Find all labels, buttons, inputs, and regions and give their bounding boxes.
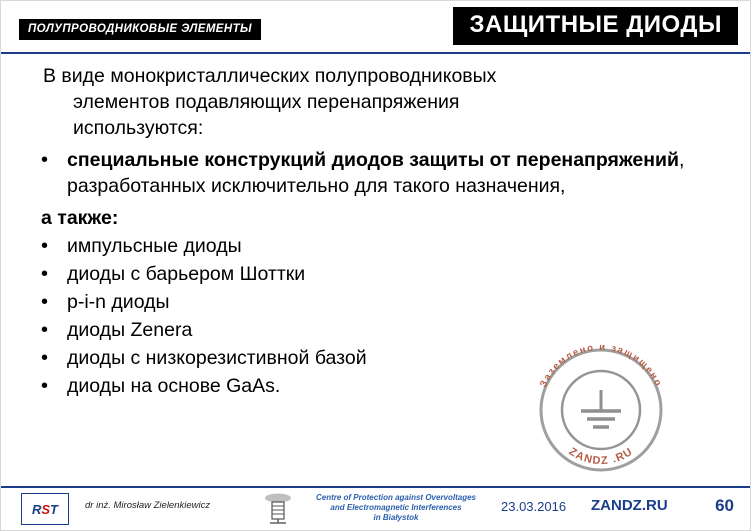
main-bullet-rest: , разработанных исключительно для такого назначения,	[67, 149, 685, 197]
stamp-graphic	[525, 334, 677, 486]
stamp-arc-text: Заземлено и защищено	[537, 341, 665, 390]
footer-date: 23.03.2016	[501, 499, 567, 514]
page-number: 60	[715, 496, 734, 515]
center-line-1: Centre of Protection against Overvoltages	[315, 493, 477, 502]
bullet-marker-icon: •	[41, 291, 49, 313]
list-item-label: диоды Zenera	[67, 319, 193, 341]
bullet-marker-icon: •	[41, 375, 49, 397]
main-bullet-text	[67, 147, 731, 199]
slide-footer	[1, 486, 751, 530]
center-organization-text	[301, 493, 491, 523]
rst-logo	[21, 493, 69, 525]
main-bullet	[41, 147, 731, 199]
list-item	[41, 260, 731, 288]
intro-line-1: В виде монокристаллических полупроводниковых	[43, 65, 497, 87]
intro-line-3: используются:	[73, 117, 204, 139]
logo-letter-t: T	[50, 501, 58, 517]
header-divider	[1, 52, 751, 54]
bullet-marker-icon: •	[41, 347, 49, 369]
list-item-label: диоды с барьером Шоттки	[67, 263, 306, 285]
logo-letter-s: S	[41, 501, 51, 517]
footer-site-link[interactable]: ZANDZ.RU	[591, 497, 668, 514]
logo-letter-r: R	[31, 501, 42, 517]
intro-paragraph	[41, 63, 731, 141]
main-bullet-bold: специальные конструкций диодов защиты от перенапряжений	[67, 149, 680, 171]
list-item-label: диоды с низкорезистивной базой	[67, 347, 367, 369]
list-item	[41, 232, 731, 260]
header-category-tag: ПОЛУПРОВОДНИКОВЫЕ ЭЛЕМЕНТЫ	[19, 19, 261, 40]
bullet-marker-icon: •	[41, 319, 49, 341]
also-title: а также:	[41, 207, 119, 229]
list-item-label: p-i-n диоды	[67, 291, 170, 313]
center-line-3: in Białystok	[373, 513, 419, 522]
page-title: ЗАЩИТНЫЕ ДИОДЫ	[453, 7, 738, 45]
list-item	[41, 288, 731, 316]
bullet-marker-icon: •	[41, 149, 49, 171]
footer-divider	[1, 486, 751, 488]
stamp-site-text: ZANDZ .RU	[566, 445, 636, 468]
center-line-2: and Electromagnetic Interferences	[330, 503, 462, 512]
watermark-stamp	[525, 334, 677, 486]
center-organization-icon	[259, 491, 297, 525]
list-item-label: диоды на основе GaAs.	[67, 375, 281, 397]
bullet-marker-icon: •	[41, 235, 49, 257]
list-item-label: импульсные диоды	[67, 235, 242, 257]
intro-line-2: элементов подавляющих перенапряжения	[73, 91, 460, 113]
slide-header	[1, 1, 751, 53]
bullet-marker-icon: •	[41, 263, 49, 285]
author-label: dr inż. Mirosław Zielenkiewicz	[85, 500, 211, 511]
